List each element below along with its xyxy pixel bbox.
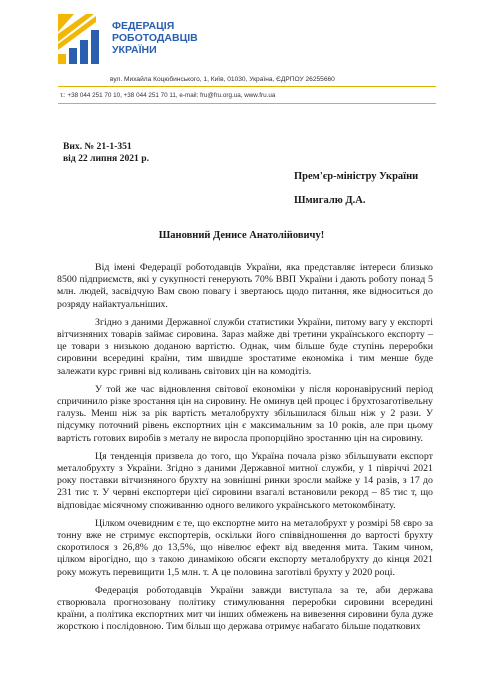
body-paragraph: У той же час відновлення світової економіки у після коронавірусний період спричинило різке зростання цін на сировину. Не оминув цей процес і брухтозаготівельну галузь. Менш ніж за рік вартість металобрухту збільшилася більш ніж у 2 рази. У підсумку поточний рівень експортних цін є максимальним за 10 років, але при цьому вартість готових виробів з металу не виросла пропорційно зростанню цін на сировину. (57, 383, 433, 444)
letterhead (0, 0, 483, 110)
org-name-line: РОБОТОДАВЦІВ (112, 32, 198, 44)
organization-name (112, 20, 198, 56)
outgoing-number: Вих. № 21-1-351 (63, 141, 132, 152)
recipient-block (294, 165, 418, 213)
outgoing-date: від 22 липня 2021 р. (63, 153, 149, 164)
recipient-title: Прем'єр-міністру України (294, 171, 419, 182)
body-paragraph: Згідно з даними Державної служби статистики України, питому вагу у експорті вітчизняних товарів займає сировина. Зараз майже дві третини українського експорту – це товари з низькою доданою вартістю. Однак, чим більше буде ступінь переробки сировини всередині країни, тим швидше зростатиме економіка і тим менше буде залежати курс гривні від коливань світових цін на комодітіз. (57, 316, 433, 377)
header-divider (58, 86, 436, 87)
org-name-line: ФЕДЕРАЦІЯ (112, 20, 175, 32)
body-paragraph: Ця тенденція призвела до того, що Україна почала різко збільшувати експорт металобрухту з України. Згідно з даними Державної митної служби, у 1 півріччі 2021 року поставки вітчизняного брухту на зовнішні ринки зросли майже у 14 разів, з 17 до 231 тис т. У червні експортери цієї сировини взагалі встановили рекорд – 85 тис т, що відповідає місячному споживанню одного великого українського метокомбінату. (57, 450, 433, 511)
body-paragraph: Федерація роботодавців України завжди виступала за те, аби держава створювала прогнозовану політику стимулювання переробки сировини всередині країни, а політика експортних мит чи інших обмежень на вивезення сировини була дуже жорсткою і послідовною. Тим більш що держава отримує набагато більше податкових (57, 584, 433, 633)
body-paragraph: Цілком очевидним є те, що експортне мито на металобрухт у розмірі 58 євро за тонну вже не стримує експортерів, оскільки його співвідношення до вартості брухту скоротилося з 26,8% до 13,5%, що нівелює ефект від введення мита. Таким чином, цілком вірогідно, що з такою динамікою обсяги експорту металобрухту до кінця 2021 року можуть перевищити 1,5 млн. т. А це половина заготівлі брухту у 2020 році. (57, 517, 433, 578)
salutation: Шановний Денисе Анатолійовичу! (158, 230, 325, 241)
recipient-name: Шмигалю Д.А. (294, 195, 366, 206)
org-address: вул. Михайла Коцюбинського, 1, Київ, 01030, Україна, ЄДРПОУ 26255660 (110, 76, 335, 83)
federation-logo-icon (56, 10, 106, 64)
org-contacts: т.: +38 044 251 70 10, +38 044 251 70 11, e-mail: fru@fru.org.ua, www.fru.ua (60, 92, 276, 99)
header-divider (58, 103, 436, 104)
body-paragraph: Від імені Федерації роботодавців України, яка представляє інтереси близько 8500 підприємств, які у сукупності генерують 70% ВВП України і дають роботу понад 5 млн. людей, засвідчую Вам свою повагу і звертаюсь щодо питання, яке відноситься до розряду найактуальніших. (57, 262, 433, 310)
org-name-line: УКРАЇНИ (112, 44, 157, 56)
letter-body (57, 262, 433, 640)
outgoing-reference (63, 141, 149, 165)
